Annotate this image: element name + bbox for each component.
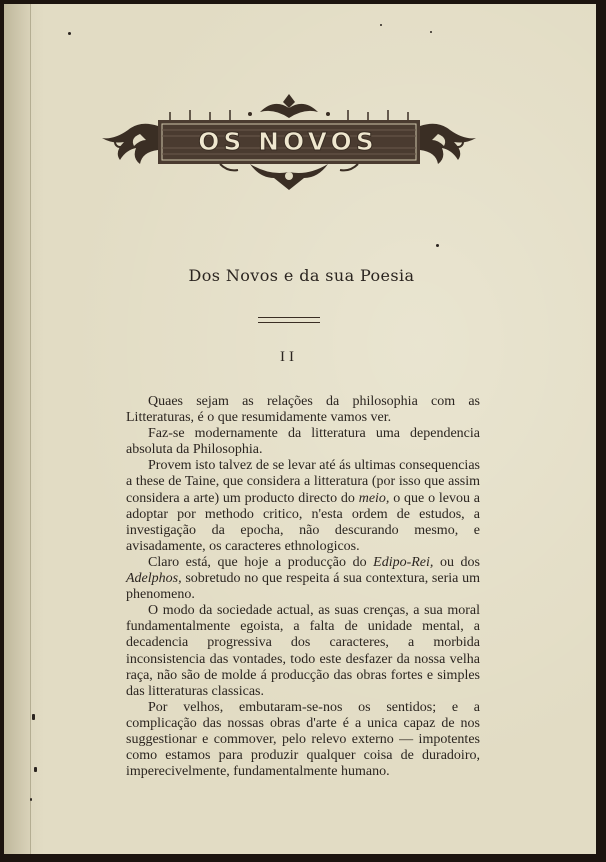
paragraph: [126, 603, 480, 700]
page-title: OS NOVOS: [198, 127, 378, 156]
paragraph-text: O modo da sociedade actual, as suas crenças, a sua moral fundamentalmente egoista, a falta de unidade mental, a decadencia progressiva dos caracteres, a morbida inconsistencia das vontades, todo este desfazer da nossa velha raça, não são de molde á producção das obras fortes e simples das litteraturas classicas.: [126, 603, 480, 699]
body-text: [126, 394, 480, 780]
book-page: [4, 4, 596, 854]
paragraph: [126, 555, 480, 603]
title-ornament: [100, 90, 478, 194]
italic-term: meio,: [358, 490, 390, 506]
paragraph: [126, 394, 480, 426]
section-number: II: [280, 349, 298, 365]
paragraph-text: Quaes sejam as relações da philosophia com as Litteraturas, é o que resumidamente vamos ver.: [126, 394, 480, 426]
paragraph-text: sobretudo no que respeita á sua contextura, seria um phenomeno.: [126, 571, 480, 603]
paragraph: [126, 426, 480, 458]
chapter-subtitle: Dos Novos e da sua Poesia: [188, 266, 415, 285]
paragraph-text: Faz-se modernamente da litteratura uma dependencia absoluta da Philosophia.: [126, 426, 480, 458]
paragraph-text: Por velhos, embutaram-se-nos os sentidos; e a complicação das nossas obras d'arte é a unica capaz de nos suggestionar e commover, pelo relevo externo — impotentes como estamos para produzir qualquer coisa de duradoiro, imperecivelmente, fundamentalmente humano.: [126, 699, 480, 780]
paragraph: [126, 700, 480, 780]
paragraph-text: o que o levou a adoptar por methodo critico, n'esta ordem de estudos, a investigação da epocha, não descurando mesmo, e avisadamente, os caracteres ethnologicos.: [126, 490, 481, 554]
paragraph-text: ou dos: [433, 554, 480, 570]
paragraph-text: Claro está, que hoje a producção do: [148, 554, 374, 570]
paragraph-text: Provem isto talvez de se levar até ás ultimas consequencias a these de Taine, que considera a litteratura (por isso que assim considera a arte) um producto directo do: [126, 458, 480, 506]
italic-title: Edipo-Rei,: [373, 554, 434, 570]
page-gutter: [4, 4, 31, 854]
paragraph: [126, 458, 480, 555]
italic-title: Adelphos,: [126, 571, 182, 587]
divider-rule: [258, 317, 320, 323]
